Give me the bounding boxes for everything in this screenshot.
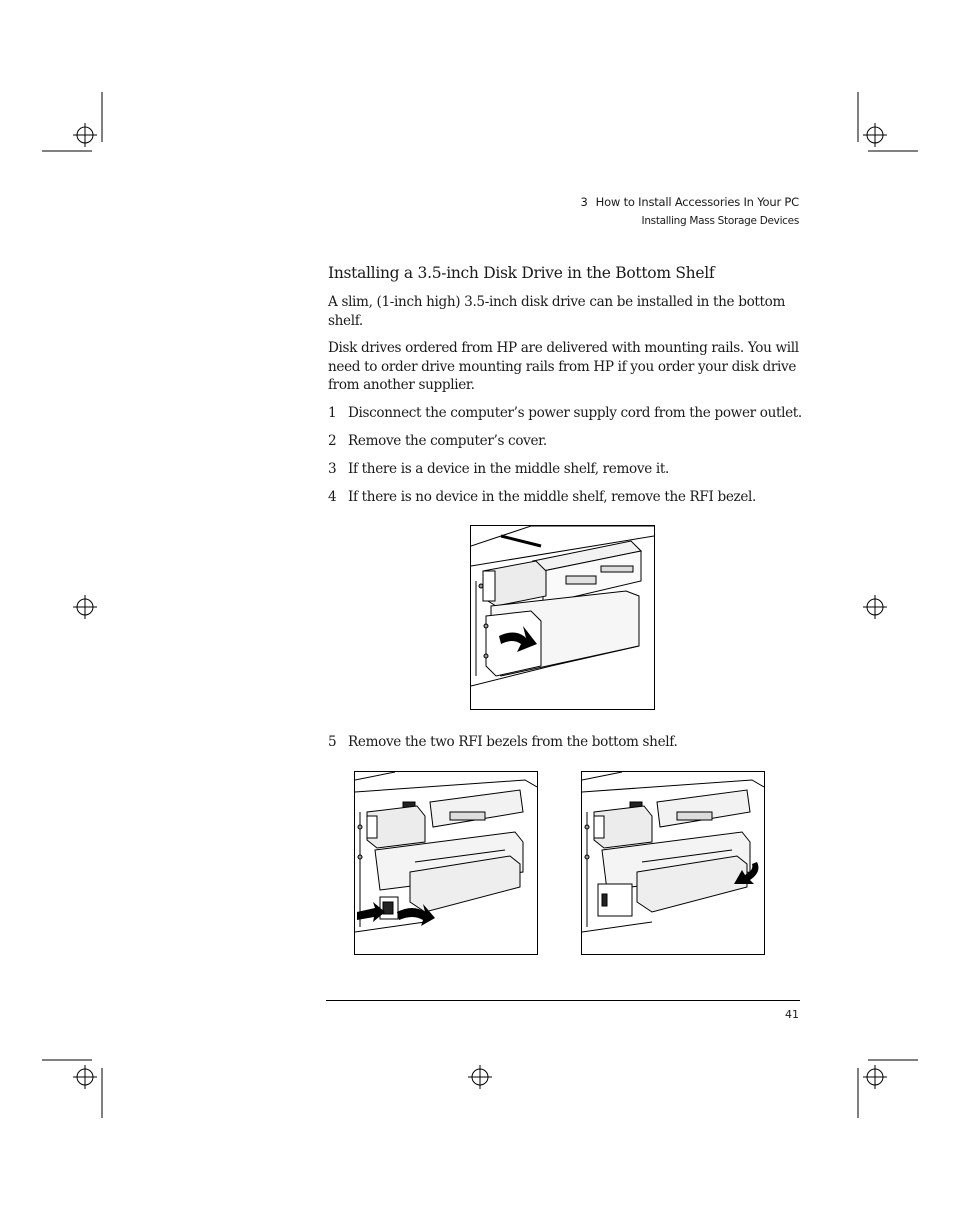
paragraph-slim-drive: A slim, (1-inch high) 3.5-inch disk drive can be installed in the bottom shelf. [328, 294, 786, 329]
figure-remove-middle-rfi-bezel [470, 525, 655, 710]
step-text: Disconnect the computer’s power supply cord from the power outlet. [348, 405, 802, 421]
step-1 [328, 404, 808, 423]
registration-mark-right [860, 592, 890, 622]
step-2 [328, 432, 808, 451]
step-5 [328, 733, 808, 752]
footer-rule [326, 1000, 800, 1001]
figure-remove-bottom-rfi-bezel-left [354, 771, 538, 955]
running-header-chapter [581, 195, 800, 209]
step-text: If there is no device in the middle shelf, remove the RFI bezel. [348, 489, 757, 505]
step-text: Remove the two RFI bezels from the bottom shelf. [348, 734, 678, 750]
chapter-number: 3 [580, 195, 588, 209]
page-number: 41 [785, 1008, 799, 1021]
registration-mark-bottom-center [465, 1062, 495, 1092]
step-number: 3 [328, 461, 337, 477]
step-number: 1 [328, 405, 337, 421]
step-number: 5 [328, 734, 337, 750]
section-heading: Installing a 3.5-inch Disk Drive in the Bottom Shelf [328, 264, 715, 282]
step-number: 2 [328, 433, 337, 449]
step-text: If there is a device in the middle shelf, remove it. [348, 461, 669, 477]
crop-mark-bottom-left [40, 1050, 120, 1120]
running-header-section: Installing Mass Storage Devices [641, 215, 799, 227]
step-3 [328, 460, 808, 479]
crop-mark-top-right [840, 90, 920, 160]
registration-mark-left [70, 592, 100, 622]
step-text: Remove the computer’s cover. [348, 433, 547, 449]
crop-mark-top-left [40, 90, 120, 160]
paragraph-mounting-rails: Disk drives ordered from HP are delivered with mounting rails. You will need to order drive mounting rails from HP if you order your disk drive from another supplier. [328, 340, 799, 393]
chapter-title: How to Install Accessories In Your PC [595, 195, 799, 209]
step-number: 4 [328, 489, 337, 505]
step-4 [328, 488, 808, 507]
figure-remove-bottom-rfi-bezel-right [581, 771, 765, 955]
crop-mark-bottom-right [840, 1050, 920, 1120]
